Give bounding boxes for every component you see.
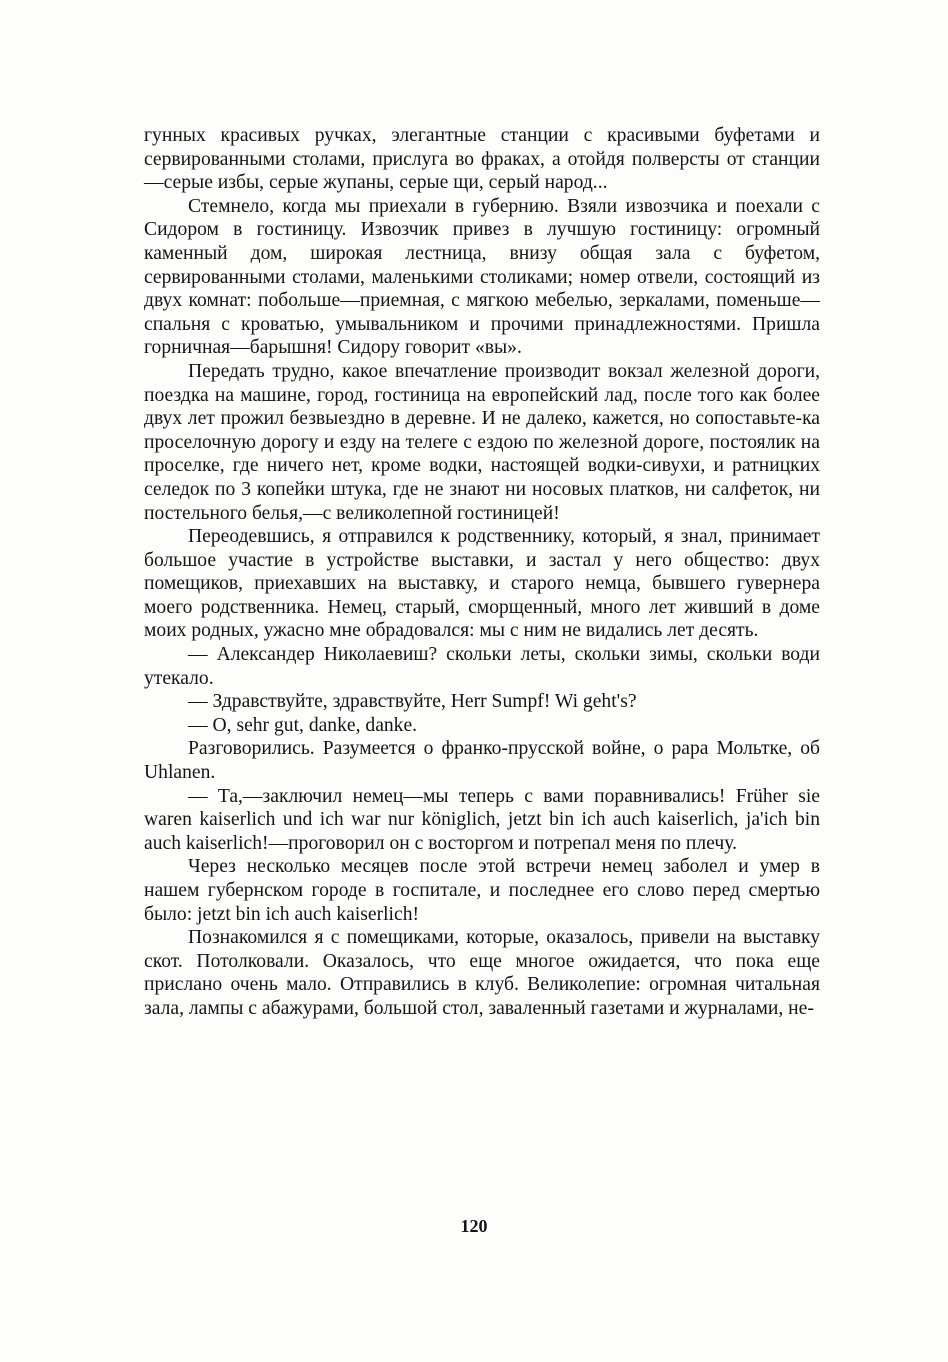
- page-body-text: [144, 124, 820, 1021]
- dialogue-line: — Александер Николаевиш? скольки леты, скольки зимы, скольки води утекало.: [144, 644, 820, 689]
- page-number: 120: [460, 1216, 488, 1236]
- paragraph-relative-visit: Переодевшись, я отправился к родственнику, который, я знал, принимает большое участие в устройстве выставки, и застал у него общество: двух помещиков, приехавших на выставку, и старого немца, бывшего гувернера моего родственника. Немец, старый, сморщенный, много лет живший в доме моих родных, ужасно мне обрадовался: мы с ним не видались лет десять.: [144, 526, 820, 642]
- paragraph-impression: Передать трудно, какое впечатление производит вокзал железной дороги, поездка на машине, город, гостиница на европейский лад, после того как более двух лет прожил безвыездно в деревне. И не далеко, кажется, но сопоставьте-ка проселочную дорогу и езду на телеге с ездою по железной дороге, постоялик на проселке, где ничего нет, кроме водки, настоящей водки-сивухи, и ратницких селедок по 3 копейки штука, где не знают ни носовых платков, ни салфеток, ни постельного белья,—с великолепной гостиницей!: [144, 360, 820, 524]
- paragraph-death: Через несколько месяцев после этой встречи немец заболел и умер в нашем губернском городе в госпитале, и последнее его слово перед смертью было: jetzt bin ich auch kaiserlich!: [144, 856, 820, 925]
- paragraph-conversation: Разговорились. Разумеется о франко-прусской войне, о papa Мольтке, об Uhlanen.: [144, 738, 820, 784]
- dialogue-line: — Та,—заключил немец—мы теперь с вами поравнивались! Früher sie waren kaiserlich und ich war nur königlich, jetzt bin ich auch kaiserlich, ja'ich bin auch kaiserlich!—проговорил он с восторгом и потрепал меня по плечу.: [144, 785, 820, 854]
- dialogue-line: — O, sehr gut, danke, danke.: [188, 714, 418, 736]
- dialogue-line: — Здравствуйте, здравствуйте, Herr Sumpf! Wi geht's?: [188, 691, 637, 713]
- paragraph-arrival-hotel: Стемнело, когда мы приехали в губернию. Взяли извозчика и поехали с Сидором в гостиницу. Извозчик привез в лучшую гостиницу: огромный каменный дом, широкая лестница, внизу общая зала с буфетом, сервированными столами, маленькими столиками; номер отвели, состоящий из двух комнат: побольше—приемная, с мягкою мебелью, зеркалами, поменьше—спальня с кроватью, умывальником и прочими принадлежностями. Пришла горничная—барышня! Сидору говорит «вы».: [144, 195, 820, 359]
- paragraph-continuation: гунных красивых ручках, элегантные станции с красивыми буфетами и сервированными столами, прислуга во фраках, а отойдя полверсты от станции—серые избы, серые жупаны, серые щи, серый народ...: [144, 125, 820, 194]
- paragraph-club: Познакомился я с помещиками, которые, оказалось, привели на выставку скот. Потолковали. Оказалось, что еще многое ожидается, что пока еще прислано очень мало. Отправились в клуб. Великолепие: огромная читальная зала, лампы с абажурами, большой стол, заваленный газетами и журналами, не-: [144, 927, 820, 1019]
